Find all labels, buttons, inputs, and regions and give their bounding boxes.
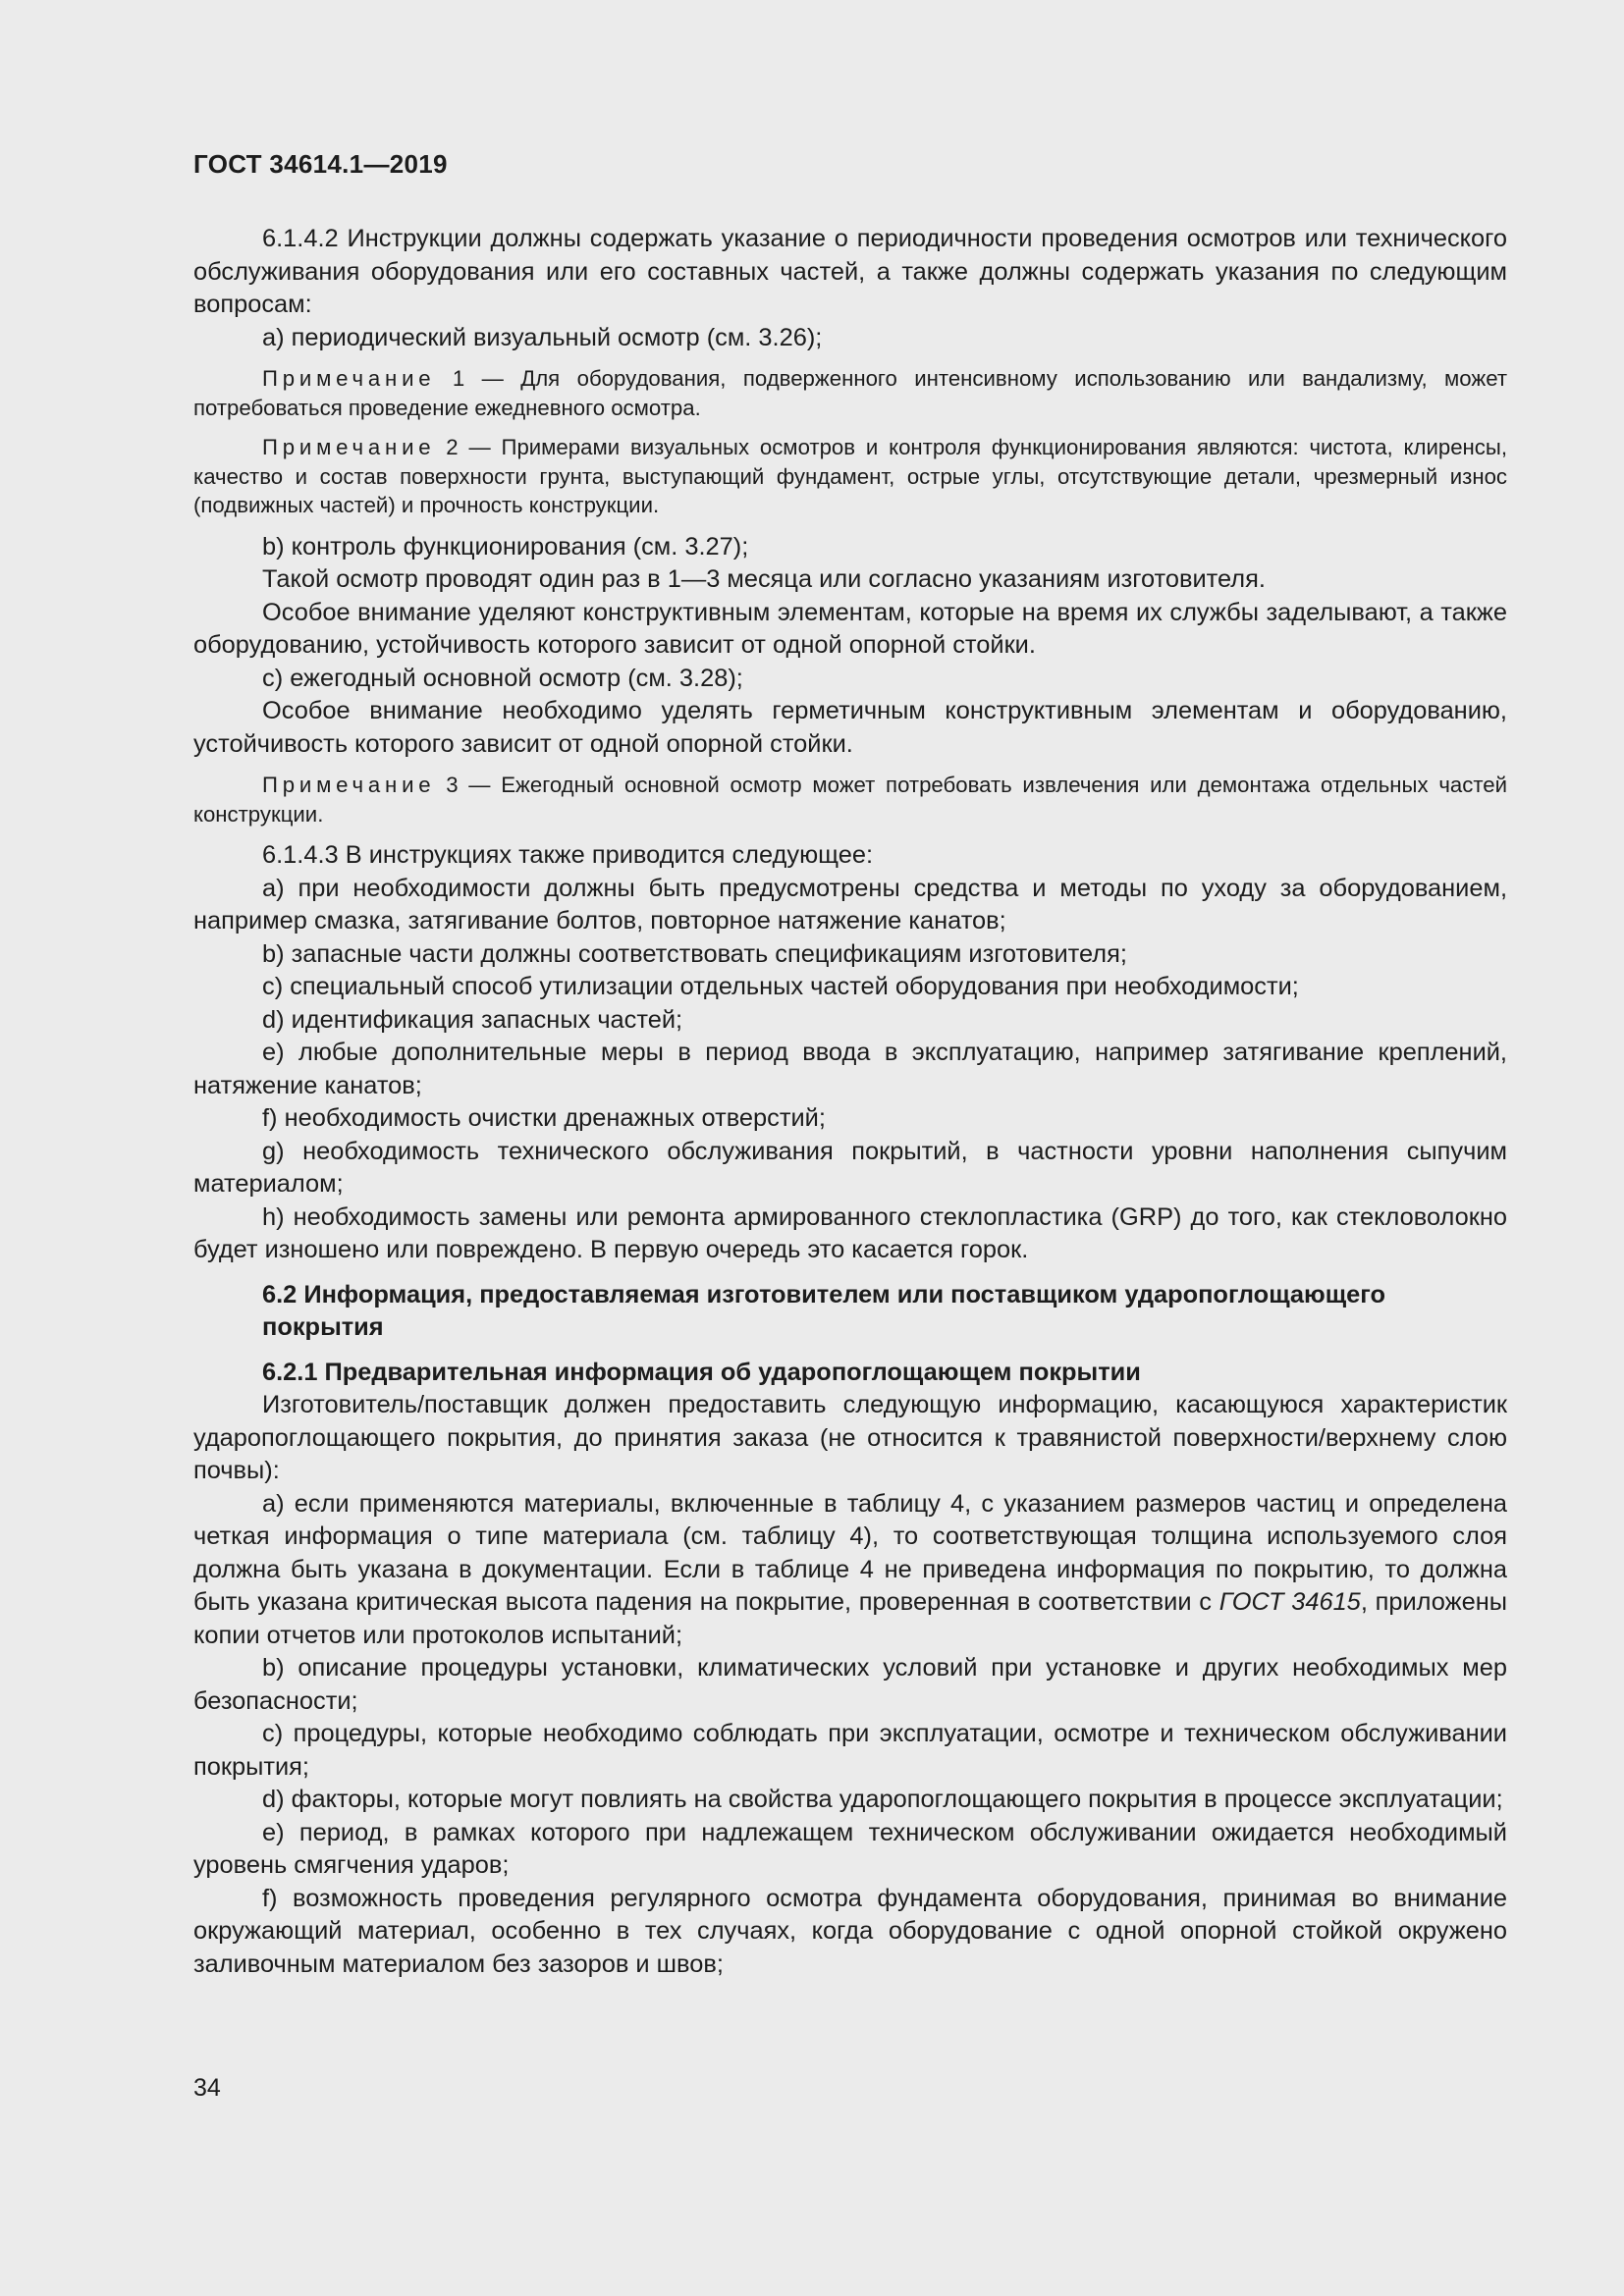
- clause-6-1-4-2: 6.1.4.2 Инструкции должны содержать указание о периодичности проведения осмотров или технического обслуживания оборудования или его составных частей, а также должны содержать указания по следующим вопросам:: [193, 225, 1507, 318]
- note-text: 3 — Ежегодный основной осмотр может потребовать извлечения или демонтажа отдельных частей конструкции.: [193, 773, 1507, 827]
- list-item-grp-repair: h) необходимость замены или ремонта армированного стеклопластика (GRP) до того, как стекловолокно будет изношено или повреждено. В первую очередь это касается горок.: [193, 1202, 1507, 1263]
- document-body: [193, 223, 1507, 1981]
- list-item-surface-maintenance: g) необходимость технического обслуживания покрытий, в частности уровни наполнения сыпучим материалом;: [193, 1137, 1507, 1198]
- note-text: 2 — Примерами визуальных осмотров и контроля функционирования являются: чистота, клиренсы, качество и состав поверхности грунта, выступающий фундамент, острые углы, отсутствующие детали, чрезмерный износ (подвижных частей) и прочность конструкции.: [193, 435, 1507, 517]
- subsection-heading-6-2-1: 6.2.1 Предварительная информация об ударопоглощающем покрытии: [262, 1358, 1141, 1386]
- note-2: [193, 433, 1507, 520]
- list-item-materials-tail: , приложены копии отчетов или протоколов испытаний;: [193, 1588, 1507, 1649]
- list-item-spare-parts-id: d) идентификация запасных частей;: [262, 1005, 683, 1034]
- note-1: [193, 364, 1507, 422]
- note-label: Примечание: [262, 435, 436, 459]
- list-item-materials: [193, 1488, 1507, 1653]
- list-item-factors: d) факторы, которые могут повлиять на свойства ударопоглощающего покрытия в процессе эксплуатации;: [262, 1786, 1503, 1813]
- section-heading-6-2: 6.2 Информация, предоставляемая изготовителем или поставщиком ударопоглощающего покрытия: [262, 1280, 1386, 1341]
- list-item-visual-inspection: a) периодический визуальный осмотр (см. 3.26);: [262, 323, 823, 351]
- note-3: [193, 771, 1507, 828]
- list-item-disposal: c) специальный способ утилизации отдельных частей оборудования при необходимости;: [262, 973, 1299, 1000]
- note-text: 1 — Для оборудования, подверженного интенсивному использованию или вандализму, может потребоваться проведение ежедневного осмотра.: [193, 366, 1507, 420]
- paragraph-attention-1: Особое внимание уделяют конструктивным элементам, которые на время их службы заделывают, а также оборудованию, устойчивость которого зависит от одной опорной стойки.: [193, 598, 1507, 659]
- note-label: Примечание: [262, 366, 436, 391]
- note-label: Примечание: [262, 773, 436, 797]
- document-header: ГОСТ 34614.1—2019: [193, 149, 448, 179]
- list-item-drainage: f) необходимость очистки дренажных отверстий;: [262, 1104, 826, 1132]
- page-number: 34: [193, 2074, 221, 2102]
- list-item-function-check: b) контроль функционирования (см. 3.27);: [262, 532, 749, 561]
- list-item-care-means: a) при необходимости должны быть предусмотрены средства и методы по уходу за оборудованием, например смазка, затягивание болтов, повторное натяжение канатов;: [193, 874, 1507, 934]
- list-item-spare-parts-spec: b) запасные части должны соответствовать спецификациям изготовителя;: [262, 939, 1127, 968]
- list-item-period: e) период, в рамках которого при надлежащем техническом обслуживании ожидается необходимый уровень смягчения ударов;: [193, 1818, 1507, 1879]
- paragraph-frequency: Такой осмотр проводят один раз в 1—3 месяца или согласно указаниям изготовителя.: [262, 565, 1266, 593]
- clause-6-1-4-3: 6.1.4.3 В инструкциях также приводится следующее:: [262, 841, 874, 869]
- list-item-commissioning: e) любые дополнительные меры в период ввода в эксплуатацию, например затягивание креплений, натяжение канатов;: [193, 1039, 1507, 1099]
- list-item-installation: b) описание процедуры установки, климатических условий при установке и других необходимых мер безопасности;: [193, 1654, 1507, 1715]
- paragraph-attention-2: Особое внимание необходимо уделять герметичным конструктивным элементам и оборудованию, устойчивость которого зависит от одной опорной стойки.: [193, 697, 1507, 758]
- list-item-annual-inspection: c) ежегодный основной осмотр (см. 3.28);: [262, 664, 743, 692]
- list-item-foundation-inspection: f) возможность проведения регулярного осмотра фундамента оборудования, принимая во внимание окружающий материал, особенно в тех случаях, когда оборудование с одной опорной стойкой окружено заливочным материалом без зазоров и швов;: [193, 1884, 1507, 1978]
- paragraph-6-2-1-intro: Изготовитель/поставщик должен предоставить следующую информацию, касающуюся характеристик ударопоглощающего покрытия, до принятия заказа (не относится к травянистой поверхности/верхнему слою почвы):: [193, 1391, 1507, 1484]
- list-item-materials-text: a) если применяются материалы, включенные в таблицу 4, с указанием размеров частиц и определена четкая информация о типе материала (см. таблицу 4), то соответствующая толщина используемого слоя должна быть указана в документации. Если в таблице 4 не приведена информация по покрытию, то должна быть указана критическая высота падения на покрытие, проверенная в соответствии с: [193, 1489, 1507, 1616]
- standard-reference: ГОСТ 34615: [1218, 1588, 1361, 1616]
- list-item-procedures: c) процедуры, которые необходимо соблюдать при эксплуатации, осмотре и техническом обслуживании покрытия;: [193, 1720, 1507, 1781]
